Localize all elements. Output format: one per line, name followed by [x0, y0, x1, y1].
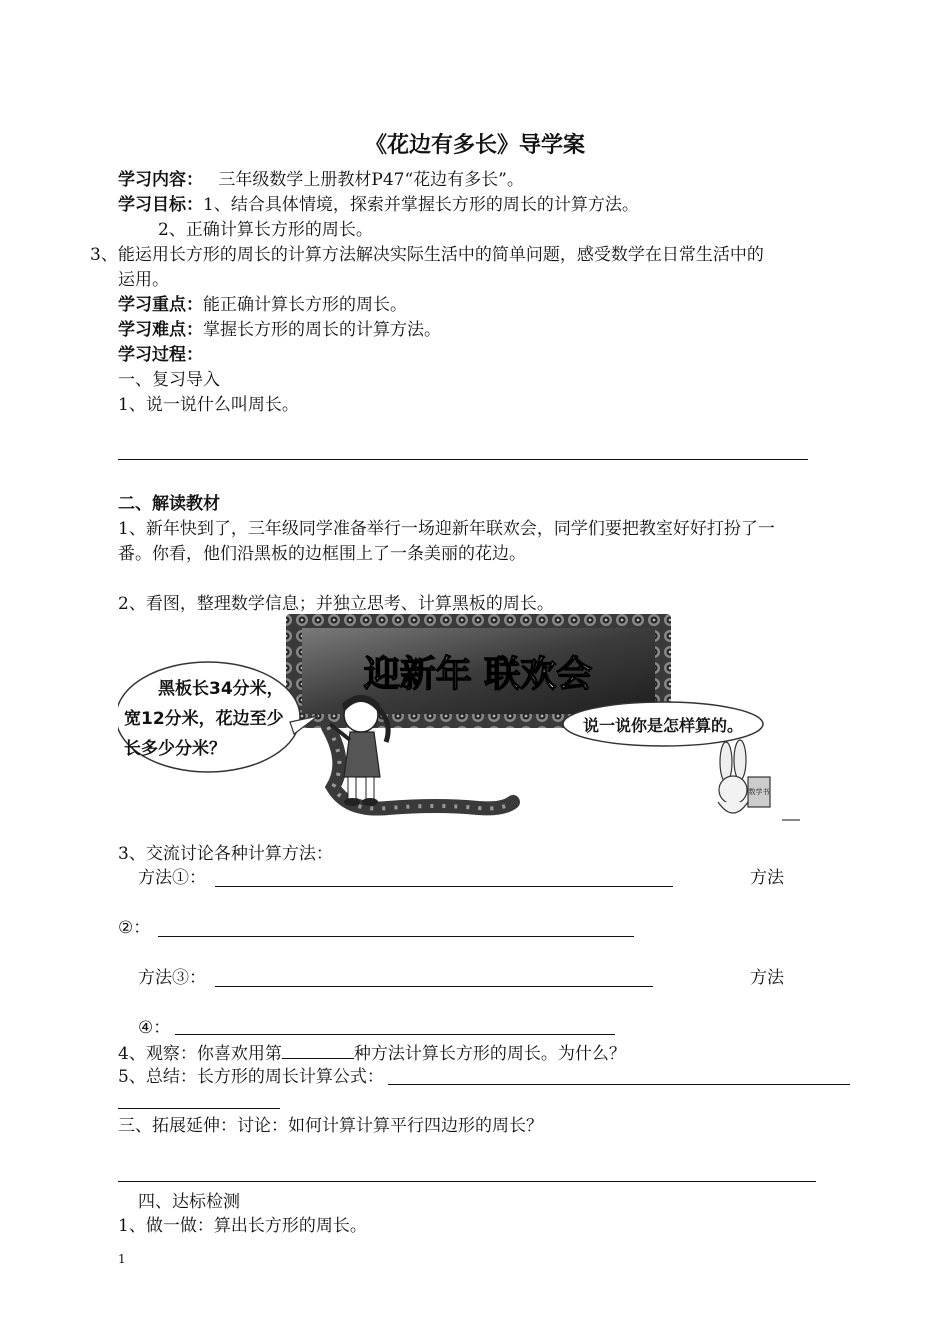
bubble-left-line3: 长多少分米？: [124, 739, 226, 759]
method-3-input[interactable]: [215, 986, 653, 987]
bubble-right-text: 说一说你是怎样算的。: [582, 716, 744, 735]
content-line: [118, 168, 524, 192]
formula-input-line2[interactable]: [118, 1108, 280, 1109]
key-point-text: 能正确计算长方形的周长。: [203, 295, 407, 315]
method-2-label-prefix: 方法: [750, 868, 784, 888]
blackboard-illustration: [118, 612, 800, 822]
content-text: 三年级数学上册教材P47“花边有多长”。: [218, 170, 524, 190]
method-4-input[interactable]: [175, 1034, 615, 1035]
section1-question: 1、说一说什么叫周长。: [118, 395, 299, 415]
difficulty-label: 学习难点：: [118, 320, 203, 340]
method-2-label: ②：: [118, 918, 151, 938]
page-title: 《花边有多长》导学案: [364, 133, 585, 158]
section4-heading: 四、达标检测: [138, 1192, 240, 1212]
difficulty-text: 掌握长方形的周长的计算方法。: [203, 320, 441, 340]
method-1-input[interactable]: [215, 886, 673, 887]
key-point-label: 学习重点：: [118, 295, 203, 315]
section3-answer-line[interactable]: [118, 1181, 816, 1182]
section4-question: 1、做一做：算出长方形的周长。: [118, 1216, 367, 1236]
board-text: 迎新年 联欢会: [363, 654, 593, 695]
rabbit-book-label: 数学书: [748, 788, 770, 796]
answer-line[interactable]: [118, 459, 808, 460]
key-point-line: [118, 293, 407, 317]
goals-line: [118, 193, 639, 217]
method-2-input[interactable]: [158, 936, 634, 937]
page-number: 1: [118, 1252, 126, 1266]
question-5: 5、总结：长方形的周长计算公式：: [118, 1067, 384, 1087]
goal-item-3-line2: 运用。: [118, 270, 169, 290]
formula-input-line1[interactable]: [388, 1084, 850, 1085]
content-label: 学习内容：: [118, 170, 203, 190]
goal-item-2: 2、正确计算长方形的周长。: [158, 220, 373, 240]
question-4: [118, 1040, 626, 1066]
goal-item-1: 1、结合具体情境，探索并掌握长方形的周长的计算方法。: [203, 195, 639, 215]
section2-paragraph1-line2: 番。你看，他们沿黑板的边框围上了一条美丽的花边。: [118, 544, 526, 564]
question-4-before: 4、观察：你喜欢用第: [118, 1044, 282, 1064]
question-4-blank[interactable]: [282, 1040, 354, 1059]
method-4-label-prefix: 方法: [750, 968, 784, 988]
question-4-after: 种方法计算长方形的周长。为什么？: [353, 1044, 626, 1064]
section2-paragraph2: 2、看图，整理数学信息；并独立思考、计算黑板的周长。: [118, 594, 554, 614]
difficulty-line: [118, 318, 441, 342]
section2-heading: 二、解读教材: [118, 494, 220, 514]
section1-heading: 一、复习导入: [118, 370, 220, 390]
method-4-label: ④：: [138, 1018, 171, 1038]
bubble-left-line2: 宽12分米，花边至少: [124, 709, 284, 729]
method-1-label: 方法①：: [138, 868, 206, 888]
bubble-left-line1: 黑板长34分米，: [158, 679, 284, 699]
rabbit-figure: [718, 740, 770, 813]
goals-label: 学习目标：: [118, 195, 203, 215]
section2-paragraph1-line1: 1、新年快到了，三年级同学准备举行一场迎新年联欢会，同学们要把教室好好打扮了一: [118, 519, 775, 539]
goal-item-3-line1: 3、能运用长方形的周长的计算方法解决实际生活中的简单问题，感受数学在日常生活中的: [90, 245, 764, 265]
methods-question: 3、交流讨论各种计算方法：: [118, 844, 333, 864]
method-3-label: 方法③：: [138, 968, 206, 988]
process-label: 学习过程：: [118, 345, 203, 365]
section3-text: 三、拓展延伸：讨论：如何计算计算平行四边形的周长？: [118, 1116, 543, 1136]
